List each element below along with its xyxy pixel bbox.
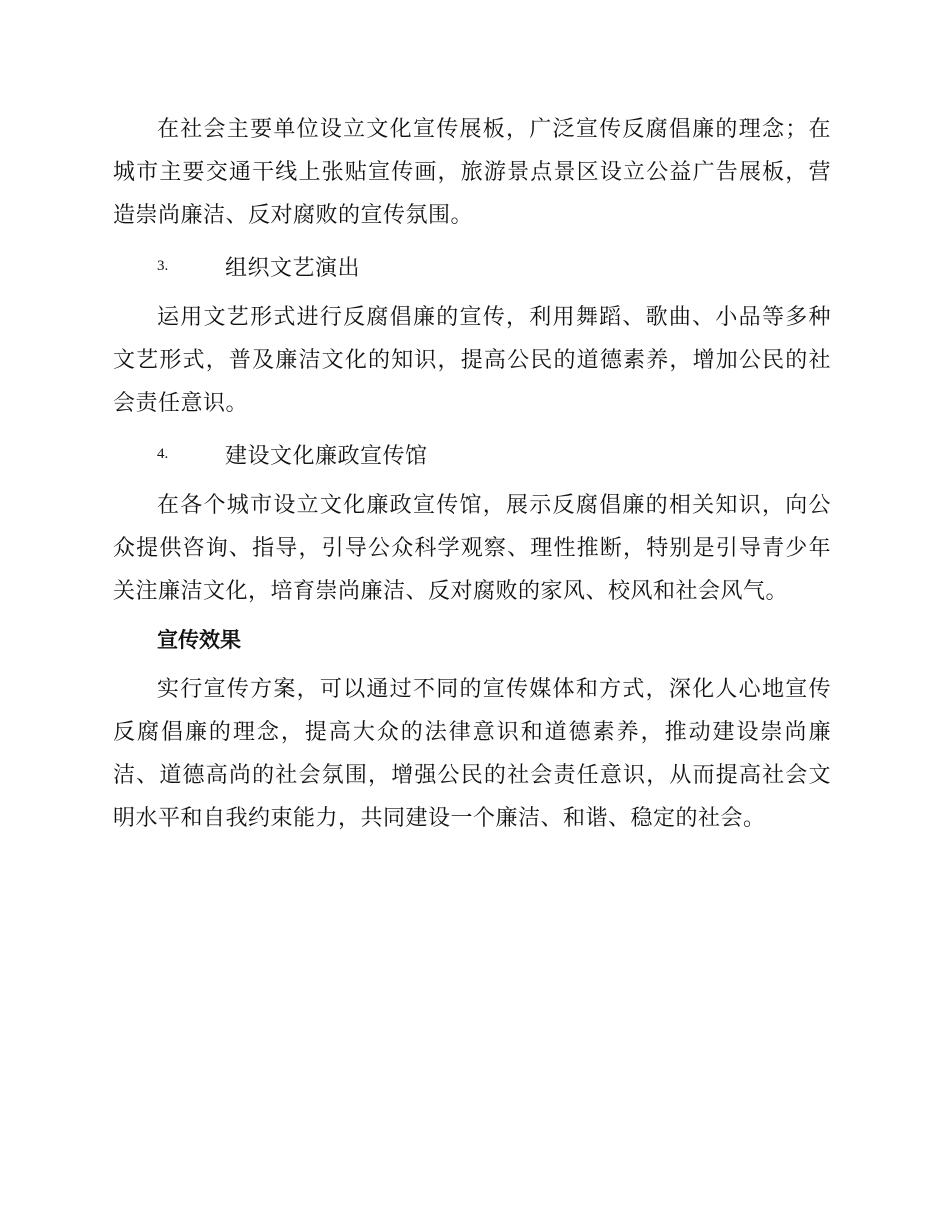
paragraph-exhibition-boards: 在社会主要单位设立文化宣传展板，广泛宣传反腐倡廉的理念；在城市主要交通干线上张贴宣传画，旅游景点景区设立公益广告展板，营造崇尚廉洁、反对腐败的宣传氛围。 [113, 117, 831, 228]
list-number: 4. [157, 446, 169, 462]
section-heading: 宣传效果 [157, 628, 241, 652]
document-page [113, 108, 831, 840]
paragraph-effects: 实行宣传方案，可以通过不同的宣传媒体和方式，深化人心地宣传反腐倡廉的理念，提高大众的法律意识和道德素养，推动建设崇尚廉洁、道德高尚的社会氛围，增强公民的社会责任意识，从而提高社会文明水平和自我约束能力，共同建设一个廉洁、和谐、稳定的社会。 [113, 677, 831, 831]
list-title: 组织文艺演出 [225, 256, 361, 281]
list-item-performances [113, 245, 831, 288]
paragraph-performances: 运用文艺形式进行反腐倡廉的宣传，利用舞蹈、歌曲、小品等多种文艺形式，普及廉洁文化的知识，提高公民的道德素养，增加公民的社会责任意识。 [113, 305, 831, 416]
paragraph-exhibition-hall: 在各个城市设立文化廉政宣传馆，展示反腐倡廉的相关知识，向公众提供咨询、指导，引导公众科学观察、理性推断，特别是引导青少年关注廉洁文化，培育崇尚廉洁、反对腐败的家风、校风和社会风气。 [113, 493, 831, 604]
list-item-exhibition-hall [113, 433, 831, 476]
list-number: 3. [157, 258, 169, 274]
list-title: 建设文化廉政宣传馆 [225, 444, 428, 469]
